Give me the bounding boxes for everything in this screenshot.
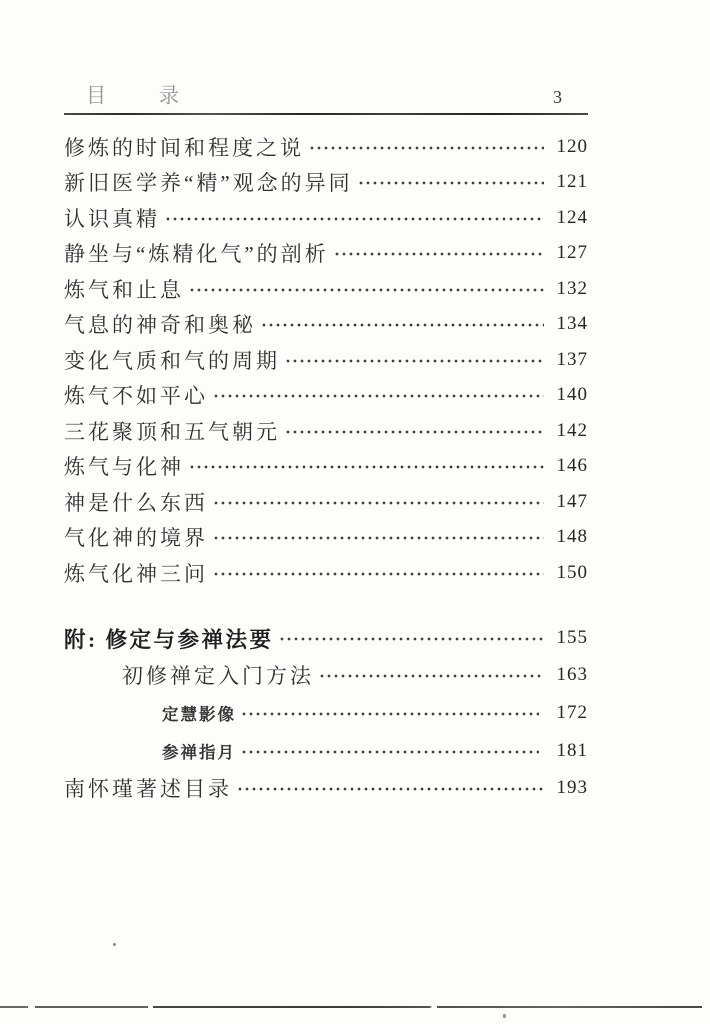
dot-leader bbox=[310, 146, 544, 150]
dot-leader bbox=[214, 501, 544, 505]
toc-entry bbox=[64, 342, 588, 378]
dot-leader bbox=[335, 252, 544, 256]
toc-entry-title: 修炼的时间和程度之说 bbox=[64, 135, 304, 160]
toc-entry-page: 140 bbox=[556, 384, 588, 406]
toc-entry-title: 三花聚顶和五气朝元 bbox=[64, 419, 280, 444]
toc-entry-page: 150 bbox=[556, 561, 588, 583]
toc-entry-title: 变化气质和气的周期 bbox=[64, 348, 280, 373]
toc-entry bbox=[64, 165, 588, 201]
toc-entry-page: 120 bbox=[556, 135, 588, 157]
toc-entry bbox=[64, 129, 588, 165]
dot-leader bbox=[166, 217, 544, 221]
toc-entry bbox=[64, 520, 588, 556]
toc-entry-page: 137 bbox=[556, 348, 588, 370]
toc-entry-title: 炼气和止息 bbox=[64, 277, 184, 302]
toc-entry-page: 163 bbox=[556, 664, 588, 685]
dot-leader bbox=[190, 465, 544, 469]
toc-entry bbox=[64, 694, 588, 732]
dot-leader bbox=[262, 323, 544, 327]
toc-entry-page: 172 bbox=[556, 702, 588, 723]
header-rule bbox=[64, 113, 588, 115]
toc-entry-page: 142 bbox=[556, 419, 588, 441]
dot-leader bbox=[214, 536, 544, 540]
toc-entry bbox=[64, 770, 588, 806]
dot-leader bbox=[286, 430, 544, 434]
toc-entry bbox=[64, 732, 588, 770]
toc-entry-page: 155 bbox=[556, 627, 588, 649]
page-number: 3 bbox=[553, 87, 562, 107]
toc-entry-title: 附: 修定与参禅法要 bbox=[64, 627, 274, 652]
toc-entry-page: 146 bbox=[556, 455, 588, 477]
dot-leader bbox=[286, 359, 544, 363]
page-title: 目 录 bbox=[86, 84, 203, 108]
toc-entry bbox=[64, 236, 588, 272]
toc-entry bbox=[64, 555, 588, 591]
toc-entry-page: 148 bbox=[556, 526, 588, 548]
dot-leader bbox=[320, 674, 544, 678]
toc-entry-page: 147 bbox=[556, 490, 588, 512]
toc-entry-title: 气息的神奇和奥秘 bbox=[64, 313, 256, 338]
toc-entry-title: 认识真精 bbox=[64, 206, 160, 231]
toc-entry-page: 127 bbox=[556, 242, 588, 264]
toc-entry-title: 定慧影像 bbox=[162, 705, 236, 724]
toc-entry-title: 参禅指月 bbox=[162, 743, 236, 762]
dot-leader bbox=[238, 787, 544, 791]
toc-entry bbox=[64, 307, 588, 343]
scan-speck bbox=[503, 1014, 506, 1018]
toc-entry-page: 121 bbox=[556, 171, 588, 193]
toc-list bbox=[64, 129, 588, 806]
toc-entry-page: 134 bbox=[556, 313, 588, 335]
toc-entry-title: 初修禅定入门方法 bbox=[122, 664, 314, 688]
scan-edge-line bbox=[0, 1006, 702, 1008]
dot-leader bbox=[242, 750, 539, 754]
toc-entry bbox=[64, 413, 588, 449]
toc-entry bbox=[64, 200, 588, 236]
toc-entry-page: 181 bbox=[556, 740, 588, 761]
dot-leader bbox=[280, 637, 544, 641]
toc-entry bbox=[64, 449, 588, 485]
dot-leader bbox=[190, 288, 544, 292]
toc-entry-title: 气化神的境界 bbox=[64, 526, 208, 551]
dot-leader bbox=[214, 572, 544, 576]
toc-entry-title: 炼气与化神 bbox=[64, 455, 184, 480]
dot-leader bbox=[242, 712, 539, 716]
toc-entry bbox=[64, 484, 588, 520]
toc-entry-title: 南怀瑾著述目录 bbox=[64, 777, 232, 801]
page-header bbox=[64, 84, 588, 108]
toc-entry-title: 炼气不如平心 bbox=[64, 384, 208, 409]
scan-speck bbox=[113, 943, 116, 946]
dot-leader bbox=[359, 181, 544, 185]
toc-entry bbox=[64, 378, 588, 414]
toc-entry-title: 新旧医学养“精”观念的异同 bbox=[64, 171, 353, 196]
dot-leader bbox=[214, 394, 544, 398]
toc-entry-title: 神是什么东西 bbox=[64, 490, 208, 515]
toc-entry-page: 132 bbox=[556, 277, 588, 299]
toc-entry-page: 193 bbox=[556, 777, 588, 798]
toc-entry-page: 124 bbox=[556, 206, 588, 228]
toc-entry bbox=[64, 656, 588, 694]
toc-entry bbox=[64, 271, 588, 307]
toc-entry-title: 炼气化神三问 bbox=[64, 561, 208, 586]
toc-entry bbox=[64, 621, 588, 657]
toc-entry-title: 静坐与“炼精化气”的剖析 bbox=[64, 242, 329, 267]
